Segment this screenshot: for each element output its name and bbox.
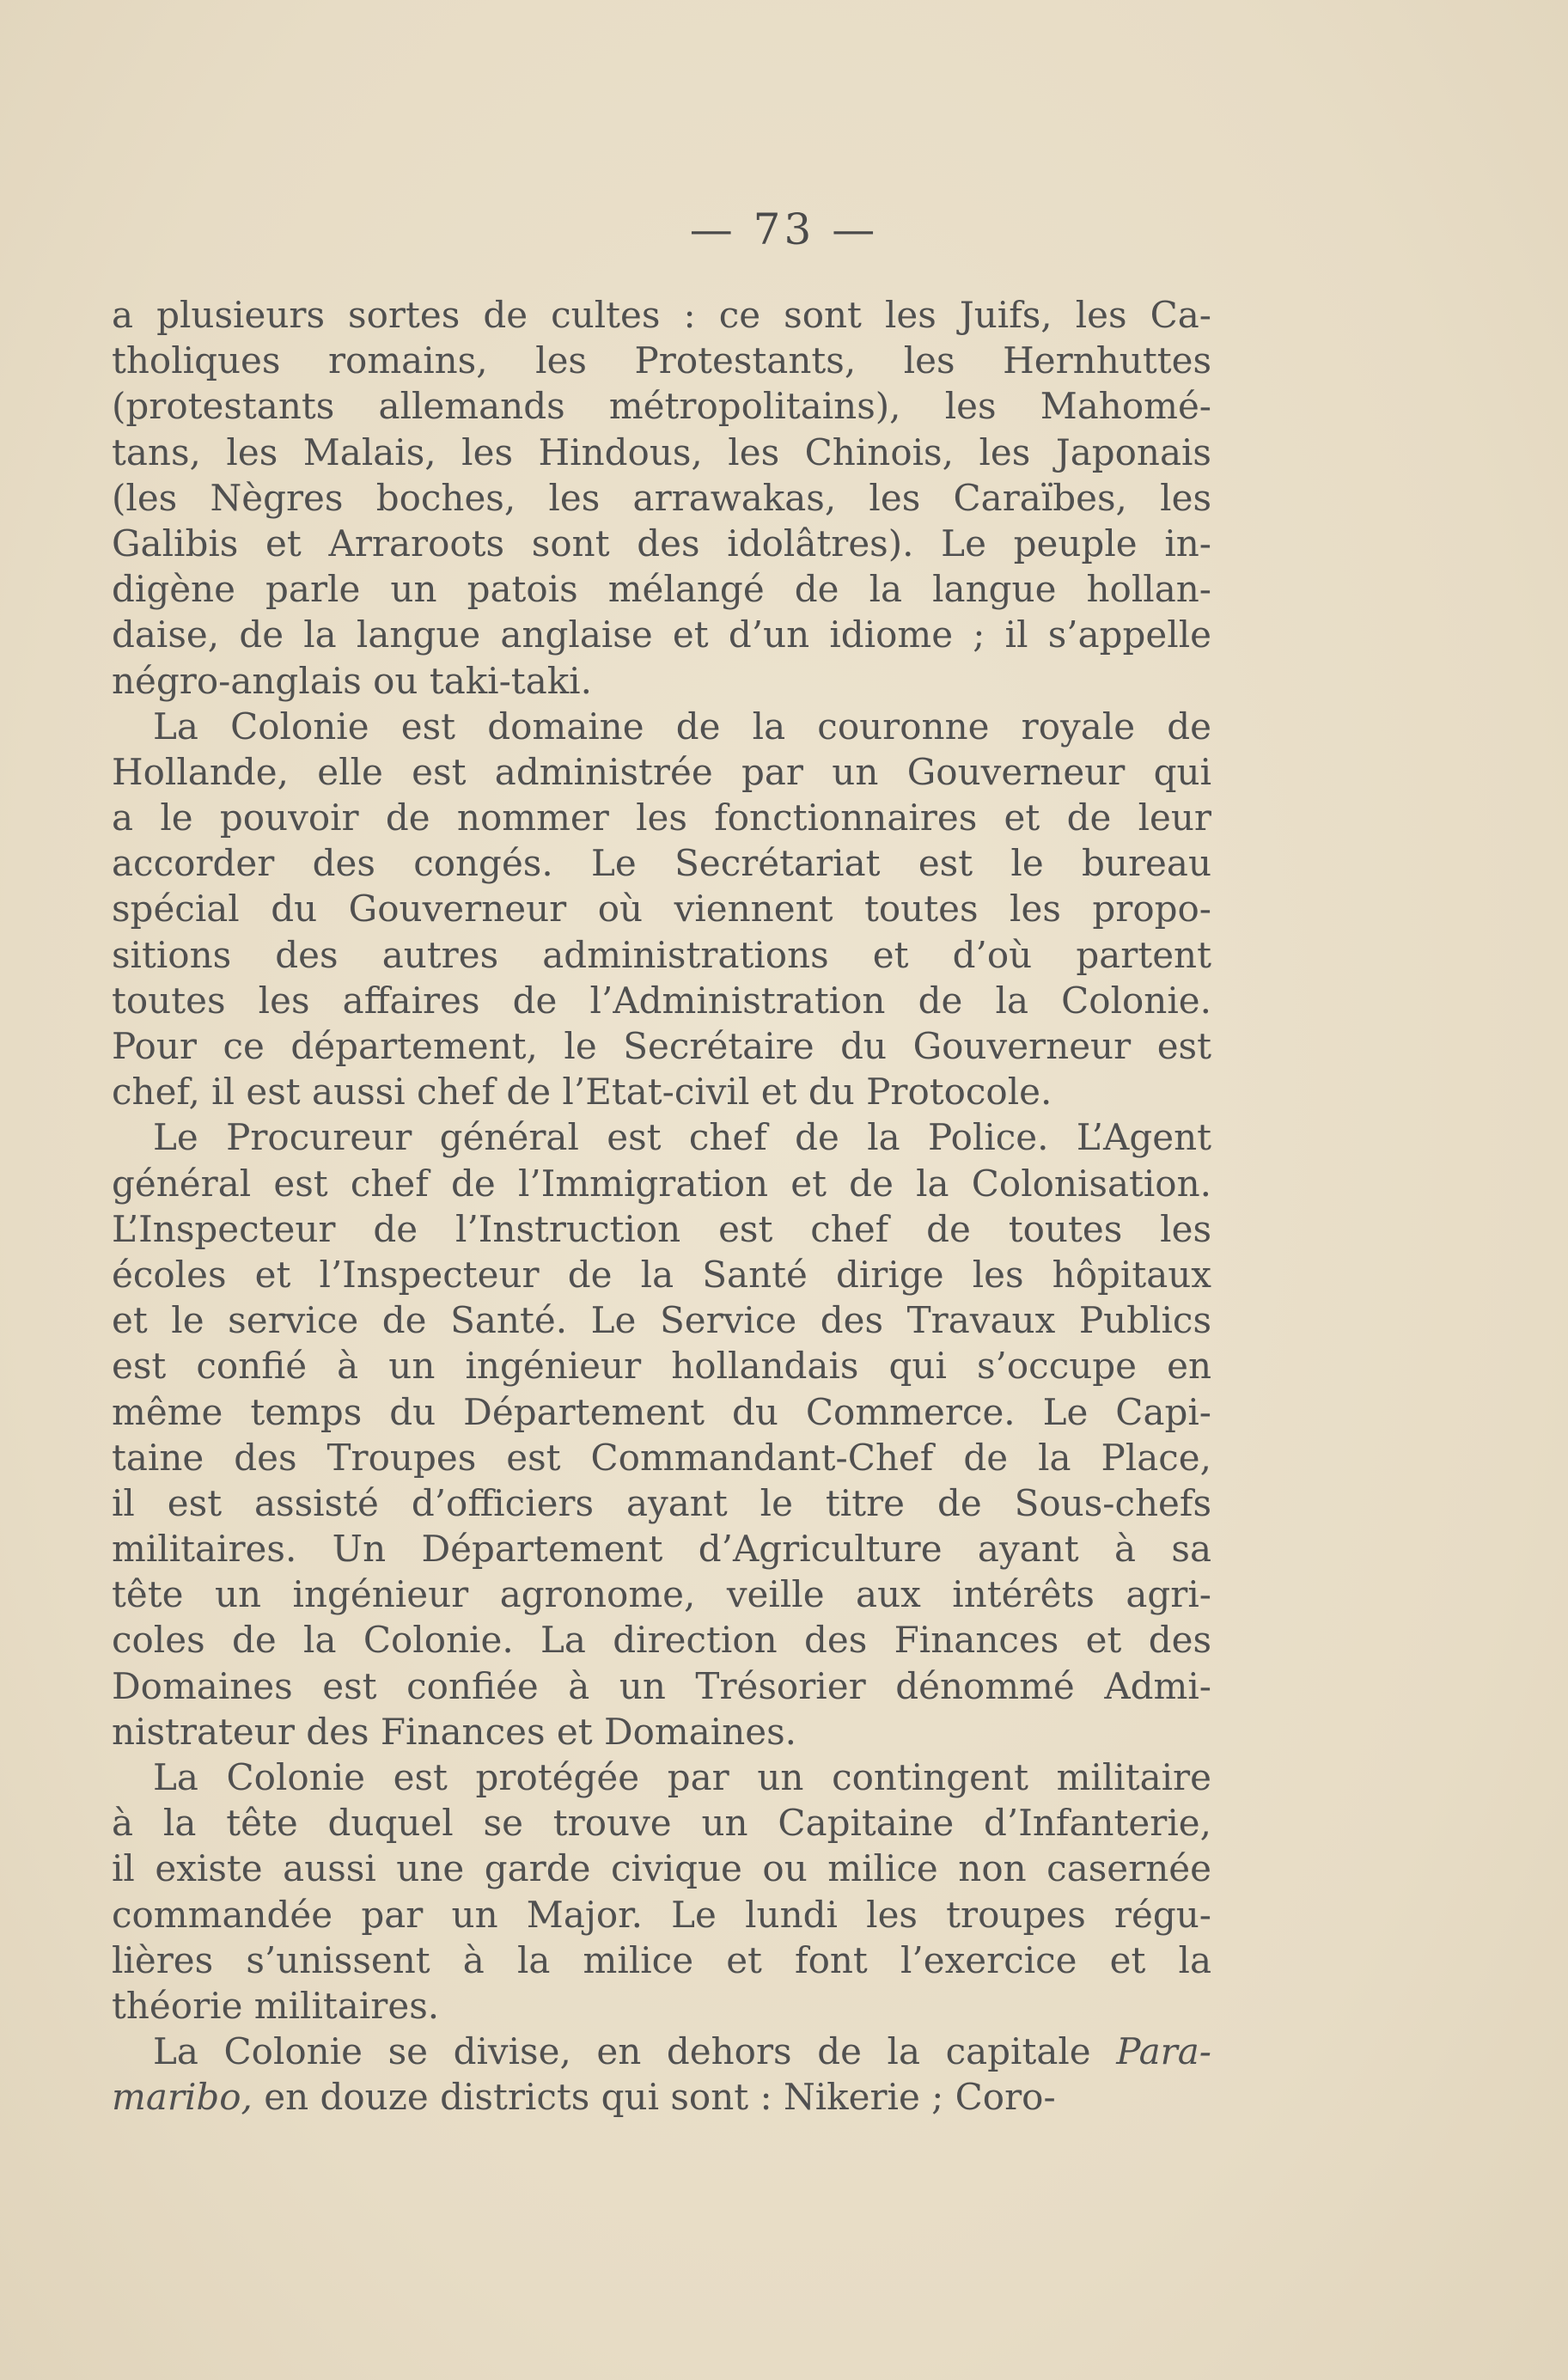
text-span: La Colonie se divise, en dehors de la capitale <box>153 2030 1117 2073</box>
text-line: Le Procureur général est chef de la Police. L’Agent <box>153 1116 1211 1159</box>
text-line: (les Nègres boches, les arrawakas, les Caraïbes, les <box>112 476 1211 519</box>
text-line: est confié à un ingénieur hollandais qui s’occupe en <box>112 1345 1211 1388</box>
text-line: Pour ce département, le Secrétaire du Gouverneur est <box>112 1025 1211 1067</box>
text-line: coles de la Colonie. La direction des Finances et des <box>112 1619 1211 1662</box>
paragraph-2 <box>112 704 1211 1115</box>
text-line: sitions des autres administrations et d’où partent <box>112 933 1211 976</box>
text-line: il existe aussi une garde civique ou milice non casernée <box>112 1847 1211 1890</box>
text-line: et le service de Santé. Le Service des Travaux Publics <box>112 1299 1211 1342</box>
text-line: tholiques romains, les Protestants, les Hernhuttes <box>112 339 1211 382</box>
text-line: lières s’unissent à la milice et font l’exercice et la <box>112 1938 1211 1981</box>
text-line: Galibis et Arraroots sont des idolâtres). Le peuple in- <box>112 522 1211 564</box>
text-line: a plusieurs sortes de cultes : ce sont les Juifs, les Ca- <box>112 294 1211 336</box>
body-text <box>112 292 1211 2121</box>
text-line: toutes les affaires de l’Administration de la Colonie. <box>112 979 1211 1022</box>
text-line: tans, les Malais, les Hindous, les Chinois, les Japonais <box>112 430 1211 473</box>
text-line: La Colonie est protégée par un contingent militaire <box>153 1756 1211 1798</box>
text-line: nistrateur des Finances et Domaines. <box>112 1710 797 1753</box>
text-line: digène parle un patois mélangé de la langue hollan- <box>112 568 1211 611</box>
text-line: accorder des congés. Le Secrétariat est le bureau <box>112 842 1211 885</box>
paragraph-4 <box>112 1754 1211 2029</box>
text-span: en douze districts qui sont : Nikerie ; Coro- <box>252 2076 1056 2119</box>
text-line: écoles et l’Inspecteur de la Santé dirige les hôpitaux <box>112 1253 1211 1296</box>
text-line: taine des Troupes est Commandant-Chef de la Place, <box>112 1436 1211 1479</box>
text-line <box>112 2074 1211 2120</box>
text-line: daise, de la langue anglaise et d’un idiome ; il s’appelle <box>112 613 1211 656</box>
text-line: (protestants allemands métropolitains), les Mahomé- <box>112 385 1211 428</box>
italic-text-span: Para- <box>1116 2030 1211 2073</box>
paragraph-5 <box>112 2029 1211 2120</box>
text-line: commandée par un Major. Le lundi les troupes régu- <box>112 1893 1211 1936</box>
text-line: L’Inspecteur de l’Instruction est chef de toutes les <box>112 1207 1211 1250</box>
text-line: militaires. Un Département d’Agriculture ayant à sa <box>112 1528 1211 1571</box>
italic-text-span: maribo, <box>112 2076 253 2119</box>
text-line: Domaines est confiée à un Trésorier dénommé Admi- <box>112 1664 1211 1707</box>
text-line: même temps du Département du Commerce. Le Capi- <box>112 1390 1211 1433</box>
text-line: spécial du Gouverneur où viennent toutes les propo- <box>112 888 1211 931</box>
text-line: négro-anglais ou taki-taki. <box>112 659 592 702</box>
text-line: général est chef de l’Immigration et de la Colonisation. <box>112 1162 1211 1205</box>
text-line: La Colonie est domaine de la couronne royale de <box>153 705 1211 748</box>
text-line: à la tête duquel se trouve un Capitaine d’Infanterie, <box>112 1802 1211 1845</box>
paragraph-3 <box>112 1114 1211 1754</box>
text-line: chef, il est aussi chef de l’Etat-civil et du Protocole. <box>112 1071 1052 1114</box>
text-line: tête un ingénieur agronome, veille aux intérêts agri- <box>112 1573 1211 1616</box>
text-line <box>112 2029 1211 2074</box>
text-line: théorie militaires. <box>112 1984 440 2027</box>
text-line: a le pouvoir de nommer les fonctionnaires et de leur <box>112 796 1211 839</box>
page-number: — 73 — <box>689 204 879 254</box>
paragraph-1 <box>112 292 1211 704</box>
text-line: Hollande, elle est administrée par un Gouverneur qui <box>112 750 1211 793</box>
text-line: il est assisté d’officiers ayant le titre de Sous-chefs <box>112 1481 1211 1524</box>
